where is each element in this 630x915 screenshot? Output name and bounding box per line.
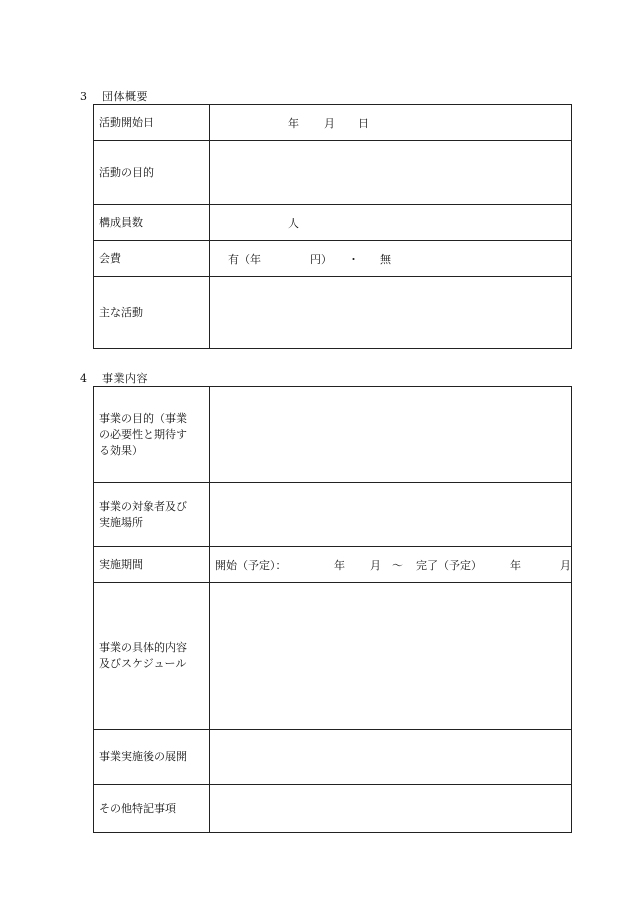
row-main-activity [94,277,572,349]
period-label: 実施期間 [94,547,210,583]
after-field[interactable] [210,730,572,785]
month-unit: 月 [324,116,335,130]
period-start-label: 開始（予定）： [215,558,287,572]
project-content-table [93,386,572,833]
row-other [94,785,572,833]
section-3-number: 3 [80,90,88,103]
section-3-heading: 団体概要 [102,90,148,103]
details-field[interactable] [210,583,572,730]
main-activity-field[interactable] [210,277,572,349]
fee-yen-unit: 円） [310,252,332,266]
after-label: 事業実施後の展開 [94,730,210,785]
fee-field[interactable] [210,241,572,277]
other-label: その他特記事項 [94,785,210,833]
period-field[interactable] [210,547,572,583]
period-range-separator: ～ [392,558,403,572]
row-purpose [94,141,572,205]
period-end-label: 完了（予定） [416,558,482,572]
members-unit: 人 [288,216,299,230]
section-4-number: 4 [80,372,88,385]
main-activity-label: 主な活動 [94,277,210,349]
organization-overview-table [93,104,572,349]
period-end-year-unit: 年 [510,558,521,572]
project-purpose-label: 事業の目的（事業 の必要性と期待す る効果） [94,387,210,483]
members-label: 構成員数 [94,205,210,241]
fee-no-option[interactable]: 無 [380,252,391,266]
row-members [94,205,572,241]
details-label: 事業の具体的内容 及びスケジュール [94,583,210,730]
section-4-title [80,370,148,386]
start-date-label: 活動開始日 [94,105,210,141]
year-unit: 年 [288,116,299,130]
row-after [94,730,572,785]
row-target [94,483,572,547]
period-start-year-unit: 年 [334,558,345,572]
project-purpose-field[interactable] [210,387,572,483]
row-period [94,547,572,583]
purpose-field[interactable] [210,141,572,205]
row-project-purpose [94,387,572,483]
period-start-month-unit: 月 [370,558,381,572]
other-field[interactable] [210,785,572,833]
fee-yes-option[interactable]: 有（年 [228,252,261,266]
target-label: 事業の対象者及び 実施場所 [94,483,210,547]
target-field[interactable] [210,483,572,547]
period-end-month-unit: 月 [560,558,571,572]
row-fee [94,241,572,277]
row-start-date [94,105,572,141]
section-4-heading: 事業内容 [102,372,148,385]
row-details [94,583,572,730]
section-3-title [80,88,148,104]
members-field[interactable] [210,205,572,241]
purpose-label: 活動の目的 [94,141,210,205]
fee-label: 会費 [94,241,210,277]
start-date-field[interactable] [210,105,572,141]
day-unit: 日 [358,116,369,130]
fee-separator: ・ [348,252,359,266]
